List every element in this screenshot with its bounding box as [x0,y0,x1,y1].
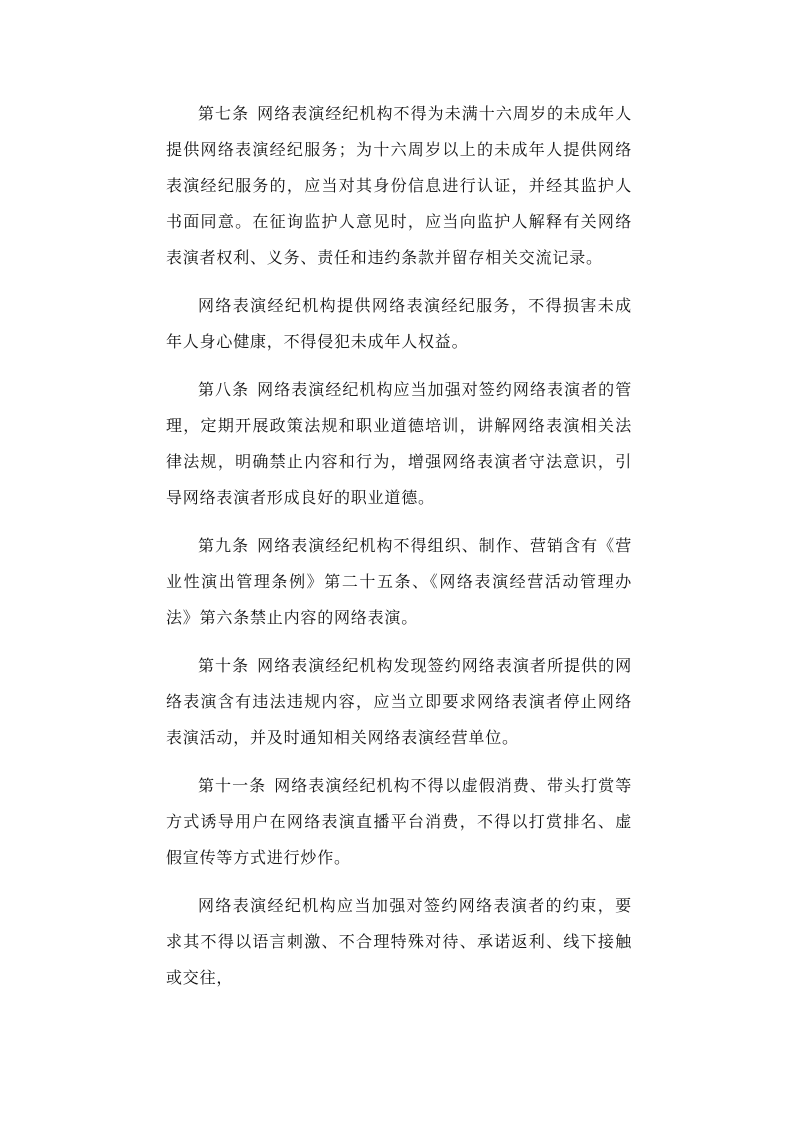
paragraph-article-11 [166,768,632,876]
paragraph-article-7-continued [166,288,632,360]
article-number: 第七条 [198,104,250,123]
paragraph-text: 网络表演经纪机构不得以虚假消费、带头打赏等方式诱导用户在网络表演直播平台消费，不得以打赏排名、虚假宣传等方式进行炒作。 [166,776,632,867]
paragraph-article-8 [166,372,632,516]
paragraph-article-7 [166,96,632,276]
paragraph-article-10 [166,648,632,756]
document-body [166,96,632,1008]
article-number: 第九条 [198,536,250,555]
paragraph-text: 网络表演经纪机构不得组织、制作、营销含有《营业性演出管理条例》第二十五条、《网络表演经营活动管理办法》第六条禁止内容的网络表演。 [166,536,632,627]
article-number: 第八条 [198,380,250,399]
paragraph-text: 网络表演经纪机构应当加强对签约网络表演者的约束，要求其不得以语言刺激、不合理特殊对待、承诺返利、线下接触或交往， [166,896,632,987]
paragraph-text: 网络表演经纪机构发现签约网络表演者所提供的网络表演含有违法违规内容，应当立即要求网络表演者停止网络表演活动，并及时通知相关网络表演经营单位。 [166,656,632,747]
article-number: 第十一条 [198,776,267,795]
paragraph-text: 网络表演经纪机构应当加强对签约网络表演者的管理，定期开展政策法规和职业道德培训，讲解网络表演相关法律法规，明确禁止内容和行为，增强网络表演者守法意识，引导网络表演者形成良好的职业道德。 [166,380,632,507]
paragraph-text: 网络表演经纪机构不得为未满十六周岁的未成年人提供网络表演经纪服务；为十六周岁以上的未成年人提供网络表演经纪服务的，应当对其身份信息进行认证，并经其监护人书面同意。在征询监护人意见时，应当向监护人解释有关网络表演者权利、义务、责任和违约条款并留存相关交流记录。 [166,104,632,267]
paragraph-article-9 [166,528,632,636]
article-number: 第十条 [198,656,250,675]
paragraph-text: 网络表演经纪机构提供网络表演经纪服务，不得损害未成年人身心健康，不得侵犯未成年人权益。 [166,296,632,351]
paragraph-article-11-continued [166,888,632,996]
